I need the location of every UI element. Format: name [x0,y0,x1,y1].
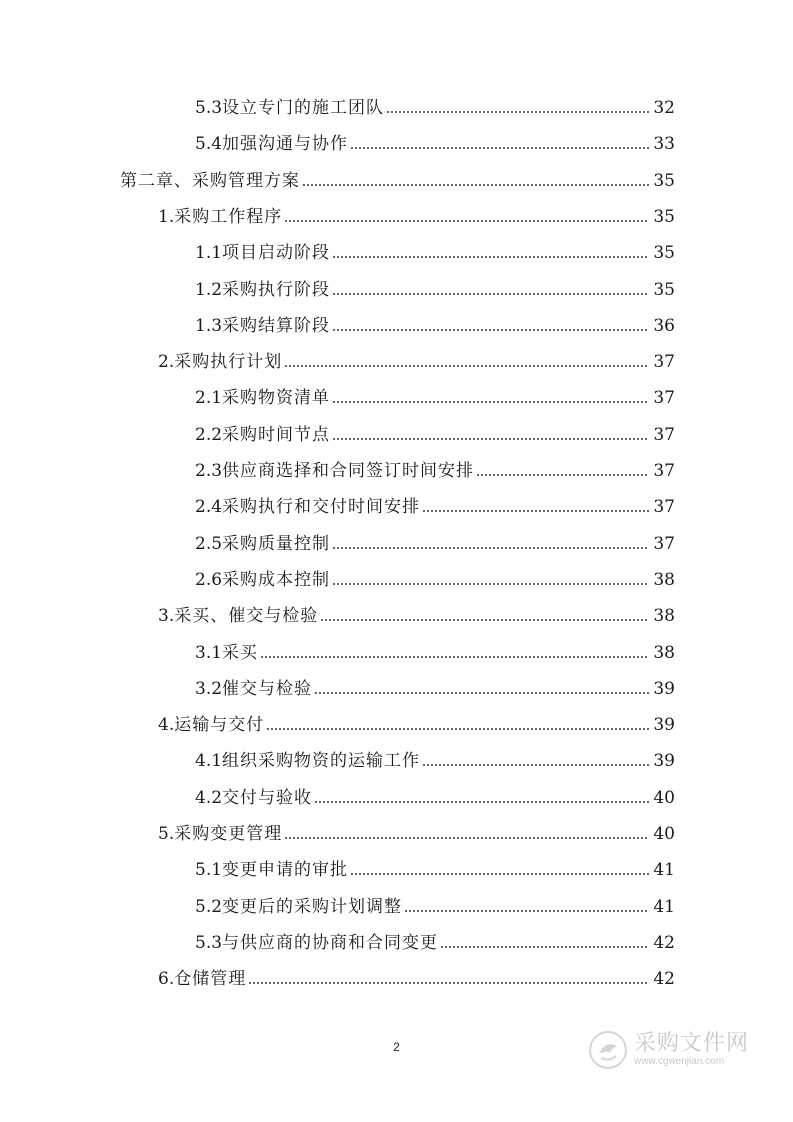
toc-entry-title: 交付与验收 [222,787,313,808]
toc-entry-number: 2.6 [195,569,223,590]
toc-entry-number: 4.2 [195,787,223,808]
toc-entry-title: 采购工作程序 [174,206,283,227]
toc-entry-page: 38 [653,606,675,627]
toc-entry-number: 5.2 [195,896,223,917]
toc-entry-title: 采购执行阶段 [222,279,331,300]
toc-leader-dots [386,111,649,113]
watermark-url: www.cgwenjian.com [634,1056,725,1067]
toc-entry-number: 5.3 [195,932,223,953]
toc-entry-title: 组织采购物资的运输工作 [222,751,421,772]
toc-entry-number: 1.3 [195,315,223,336]
toc-entry-number: 5.4 [195,134,223,155]
toc-entry-title: 项目启动阶段 [222,243,331,264]
toc-entry[interactable] [158,598,675,634]
toc-entry[interactable] [158,199,675,235]
toc-entry-page: 35 [653,170,675,191]
toc-entry-number: 2.3 [195,461,223,481]
toc-entry-number: 2.1 [195,388,223,409]
toc-entry[interactable] [195,453,675,489]
toc-entry[interactable] [195,308,675,344]
toc-entry-title: 设立专门的施工团队 [222,98,385,118]
toc-entry-page: 37 [653,497,675,518]
watermark [588,1028,758,1072]
toc-entry[interactable] [195,417,675,453]
toc-leader-dots [284,837,649,839]
toc-leader-dots [404,910,649,912]
toc-leader-dots [302,184,649,186]
toc-entry[interactable] [195,272,675,308]
toc-entry[interactable] [158,961,675,997]
toc-leader-dots [332,583,649,585]
toc-entry-title: 变更申请的审批 [222,860,349,881]
toc-entry-number: 4. [158,715,175,736]
toc-entry-number: 3.1 [195,642,223,663]
toc-entry-number: 2.4 [195,497,223,518]
toc-entry-title: 与供应商的协商和合同变更 [222,932,439,953]
toc-leader-dots [284,365,649,367]
toc-entry-title: 采购时间节点 [222,424,331,445]
toc-entry-title: 运输与交付 [174,715,265,736]
toc-entry-number: 2.5 [195,533,223,554]
toc-entry-number: 5.3 [195,98,223,118]
toc-entry-page: 42 [653,969,675,990]
toc-leader-dots [332,401,649,403]
watermark-logo-icon [588,1030,628,1070]
watermark-name: 采购文件网 [634,1031,750,1056]
toc-leader-dots [332,547,649,549]
toc-entry[interactable] [195,852,675,888]
toc-entry[interactable] [195,380,675,416]
toc-entry-page: 35 [653,206,675,227]
toc-entry-title: 仓储管理 [174,969,247,990]
toc-leader-dots [260,656,649,658]
toc-entry-page: 41 [653,860,675,881]
toc-entry-page: 41 [653,896,675,917]
toc-entry-title: 采购质量控制 [222,533,331,554]
page-number: 2 [393,1040,400,1054]
toc-entry[interactable] [195,526,675,562]
toc-entry-page: 37 [653,424,675,445]
toc-entry-page: 37 [653,461,675,481]
toc-entry[interactable] [195,780,675,816]
toc-leader-dots [266,728,649,730]
toc-leader-dots [314,692,649,694]
toc-entry[interactable] [158,707,675,743]
toc-entry[interactable] [195,235,675,271]
toc-entry-page: 40 [653,787,675,808]
toc-entry-page: 39 [653,715,675,736]
toc-entry-page: 38 [653,642,675,663]
toc-entry-title: 加强沟通与协作 [222,134,349,155]
toc-entry-page: 36 [653,315,675,336]
toc-entry[interactable] [158,344,675,380]
toc-entry-title: 采购结算阶段 [222,315,331,336]
toc-entry-title: 采购物资清单 [222,388,331,409]
toc-leader-dots [422,764,649,766]
toc-entry-number: 4.1 [195,751,223,772]
toc-entry-page: 38 [653,569,675,590]
toc-entry-page: 32 [653,98,675,118]
toc-entry[interactable] [195,489,675,525]
toc-entry-page: 40 [653,824,675,844]
toc-entry-page: 39 [653,751,675,772]
toc-entry-title: 供应商选择和合同签订时间安排 [222,461,475,481]
toc-entry[interactable] [158,816,675,852]
toc-entry-number: 3.2 [195,678,223,699]
toc-entry-title: 催交与检验 [222,678,313,699]
toc-entry-page: 35 [653,279,675,300]
toc-entry[interactable] [195,635,675,671]
toc-leader-dots [350,147,649,149]
toc-entry[interactable] [195,743,675,779]
toc-leader-dots [248,982,649,984]
toc-leader-dots [332,256,649,258]
toc-leader-dots [332,438,649,440]
toc-leader-dots [476,474,649,476]
toc-entry-number: 6. [158,969,175,990]
toc-entry-title: 第二章、采购管理方案 [120,170,300,191]
toc-leader-dots [284,220,649,222]
toc-entry-page: 42 [653,932,675,953]
toc-entry-number: 2. [158,352,175,373]
toc-entry[interactable] [195,925,675,961]
toc-entry-title: 变更后的采购计划调整 [222,896,403,917]
toc-entry-title: 采买 [222,642,259,663]
toc-entry-number: 3. [158,606,175,627]
toc-entry[interactable] [195,671,675,707]
toc-entry-number: 1. [158,206,175,227]
toc-entry-title: 采购执行计划 [174,352,283,373]
toc-entry-title: 采购变更管理 [174,824,283,844]
toc-entry-page: 39 [653,678,675,699]
toc-entry-number: 5. [158,824,175,844]
toc-leader-dots [440,946,649,948]
toc-entry[interactable] [195,90,675,126]
toc-entry[interactable] [195,889,675,925]
toc-entry[interactable] [195,562,675,598]
toc-leader-dots [314,801,649,803]
toc-entry-page: 37 [653,352,675,373]
toc-entry-page: 33 [653,134,675,155]
toc-leader-dots [332,293,649,295]
toc-entry-page: 35 [653,243,675,264]
toc-entry[interactable] [195,126,675,162]
toc-entry[interactable] [120,163,675,199]
toc-entry-title: 采购执行和交付时间安排 [222,497,421,518]
toc-entry-page: 37 [653,388,675,409]
toc-leader-dots [422,510,649,512]
toc-leader-dots [350,873,649,875]
toc-entry-number: 2.2 [195,424,223,445]
toc-entry-number: 5.1 [195,860,223,881]
toc-entry-title: 采购成本控制 [222,569,331,590]
toc-leader-dots [332,329,649,331]
toc-entry-number: 1.1 [195,243,223,264]
toc-entry-title: 采买、催交与检验 [174,606,319,627]
toc-entry-page: 37 [653,533,675,554]
toc-entry-number: 1.2 [195,279,223,300]
toc-leader-dots [320,619,649,621]
